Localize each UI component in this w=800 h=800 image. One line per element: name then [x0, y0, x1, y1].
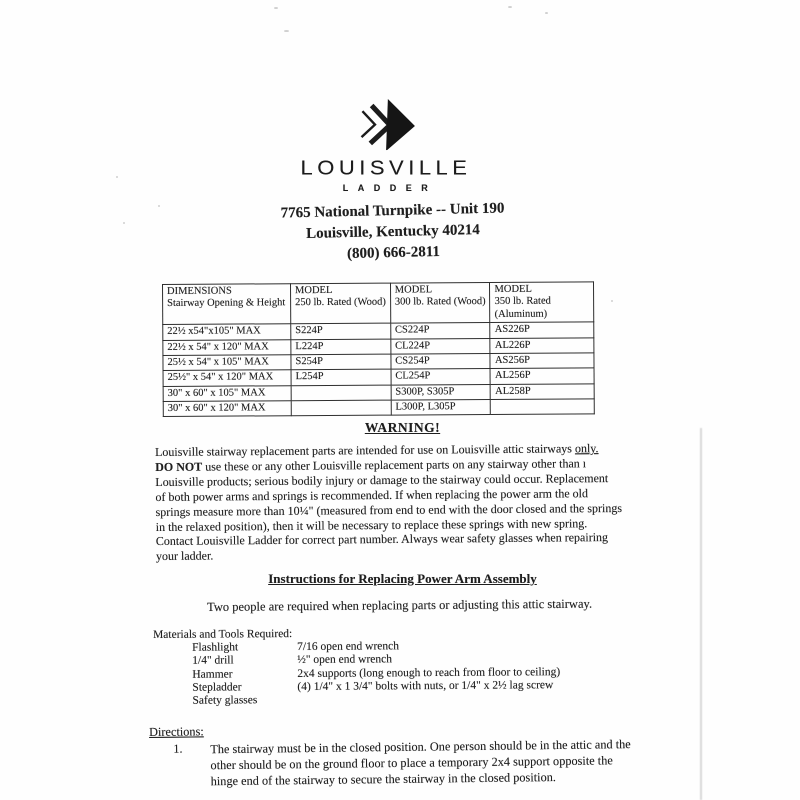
header-line: 250 lb. Rated (Wood)	[295, 297, 386, 309]
col-header-model-300	[390, 282, 490, 323]
table-cell-model	[291, 400, 391, 416]
phone-number: (800) 666-2811	[346, 243, 441, 263]
table-header-row	[163, 282, 595, 325]
table-cell-model	[291, 385, 391, 401]
table-cell-model	[491, 399, 595, 415]
scan-speckle	[611, 300, 613, 302]
header-line: MODEL	[494, 283, 532, 295]
warning-text-underlined: only.	[574, 441, 599, 456]
table-cell-model: L224P	[291, 339, 391, 355]
table-cell-model: AL258P	[491, 383, 595, 399]
address-block	[242, 198, 543, 268]
table-cell-dimensions: 30" x 60" x 120" MAX	[163, 401, 291, 417]
table-cell-model: AS226P	[490, 322, 594, 338]
materials-section	[153, 626, 560, 708]
table-cell-model: S254P	[291, 354, 391, 370]
table-cell-model: L300P, L305P	[391, 399, 491, 415]
company-logo	[236, 98, 536, 193]
directions-step-1	[149, 735, 710, 790]
header-line: (Aluminum)	[494, 308, 548, 320]
col-header-dimensions	[163, 284, 291, 325]
table-cell-dimensions: 22½ x 54" x 120" MAX	[163, 339, 291, 355]
table-cell-model: AS256P	[490, 353, 594, 369]
brand-subname: LADDER	[342, 183, 438, 193]
list-item: Stepladder	[192, 681, 242, 694]
table-cell-model: S300P, S305P	[391, 384, 491, 400]
parts-model-table	[162, 281, 595, 417]
col-header-model-350	[490, 282, 594, 323]
warning-paragraph	[155, 441, 668, 565]
scan-speckle	[274, 7, 278, 9]
address-line-1: 7765 National Turnpike -- Unit 190	[280, 200, 505, 222]
header-line: 350 lb. Rated	[494, 295, 551, 308]
header-line: 300 lb. Rated (Wood)	[394, 296, 486, 308]
address-line-2: Louisville, Kentucky 40214	[305, 222, 481, 242]
header-line: DIMENSIONS	[167, 285, 232, 297]
header-line: MODEL	[394, 284, 433, 296]
instructions-heading: Instructions for Replacing Power Arm Assembly	[268, 571, 537, 586]
table-cell-dimensions: 30" x 60" x 105" MAX	[163, 385, 291, 401]
list-item: Hammer	[192, 668, 233, 681]
scan-speckle	[158, 205, 160, 207]
scan-speckle	[508, 6, 512, 8]
scan-speckle	[545, 12, 548, 14]
list-item: Safety glasses	[192, 694, 258, 707]
scan-speckle	[116, 176, 118, 178]
louisville-chevron-logo-icon	[356, 97, 416, 151]
materials-left-list	[192, 641, 297, 708]
header-line: Stairway Opening & Height	[167, 297, 286, 310]
materials-right-list	[297, 639, 560, 707]
table-cell-model: CL254P	[391, 369, 491, 385]
table-cell-model: CL224P	[391, 338, 491, 354]
table-cell-dimensions: 25½" x 54" x 120" MAX	[163, 370, 291, 386]
table-cell-model: AL226P	[490, 337, 594, 353]
table-cell-model: CS254P	[391, 353, 491, 369]
list-item: 1/4" drill	[192, 654, 234, 668]
directions-heading: Directions:	[149, 724, 204, 739]
warning-text-body: use these or any other Louisville replacement parts on any stairway other than ı Louisville products; serious bodily injury or damage to the stairway could occur. Replacement of both power arms and springs is recommended. If when replacing the power arm the old springs measure more than 10¼" (measured from end to end with the door closed and the springs in the relaxed position), then it will be necessary to replace these springs with new spring. Contact Louisville Ladder for correct part number. Always wear safety glasses when repairing your ladder.	[155, 456, 623, 564]
header-line: MODEL	[295, 284, 333, 297]
table-cell-model: L254P	[291, 369, 391, 385]
list-item: (4) 1/4" x 1 3/4" bolts with nuts, or 1/4" x 2½ lag screw	[297, 679, 554, 693]
table-cell-model: S224P	[291, 323, 391, 339]
list-item: ½" open end wrench	[297, 653, 393, 667]
table-cell-dimensions: 25½ x 54" x 105" MAX	[163, 355, 291, 371]
brand-name: LOUISVILLE	[300, 156, 472, 180]
directions-step-text: The stairway must be in the closed position. One person should be in the attic and the other should be on the ground floor to place a temporary 2x4 support opposite the hinge end of the stairway to secure the stairway in the closed position.	[210, 737, 631, 789]
table-cell-dimensions: 22½ x54"x105" MAX	[163, 324, 291, 340]
list-item: Flashlight	[192, 641, 239, 654]
table-cell-model: CS224P	[390, 323, 490, 339]
scan-speckle	[284, 30, 289, 32]
scan-speckle	[123, 222, 125, 224]
warning-text-intro: Louisville stairway replacement parts are intended for use on Louisville attic stairways	[155, 441, 575, 459]
instructions-note: Two people are required when replacing parts or adjusting this attic stairway.	[207, 596, 593, 614]
table-row	[163, 399, 595, 417]
table-cell-model: AL256P	[490, 368, 594, 384]
list-item: 7/16 open end wrench	[297, 640, 400, 653]
list-item: 2x4 supports (long enough to reach from floor to ceiling)	[297, 665, 561, 680]
col-header-model-250	[291, 283, 391, 324]
warning-text-bold: DO NOT	[155, 459, 203, 474]
directions-step-number: 1.	[173, 741, 183, 756]
directions-section	[149, 718, 710, 790]
materials-heading: Materials and Tools Required:	[153, 628, 293, 641]
warning-heading: WARNING!	[364, 420, 441, 435]
